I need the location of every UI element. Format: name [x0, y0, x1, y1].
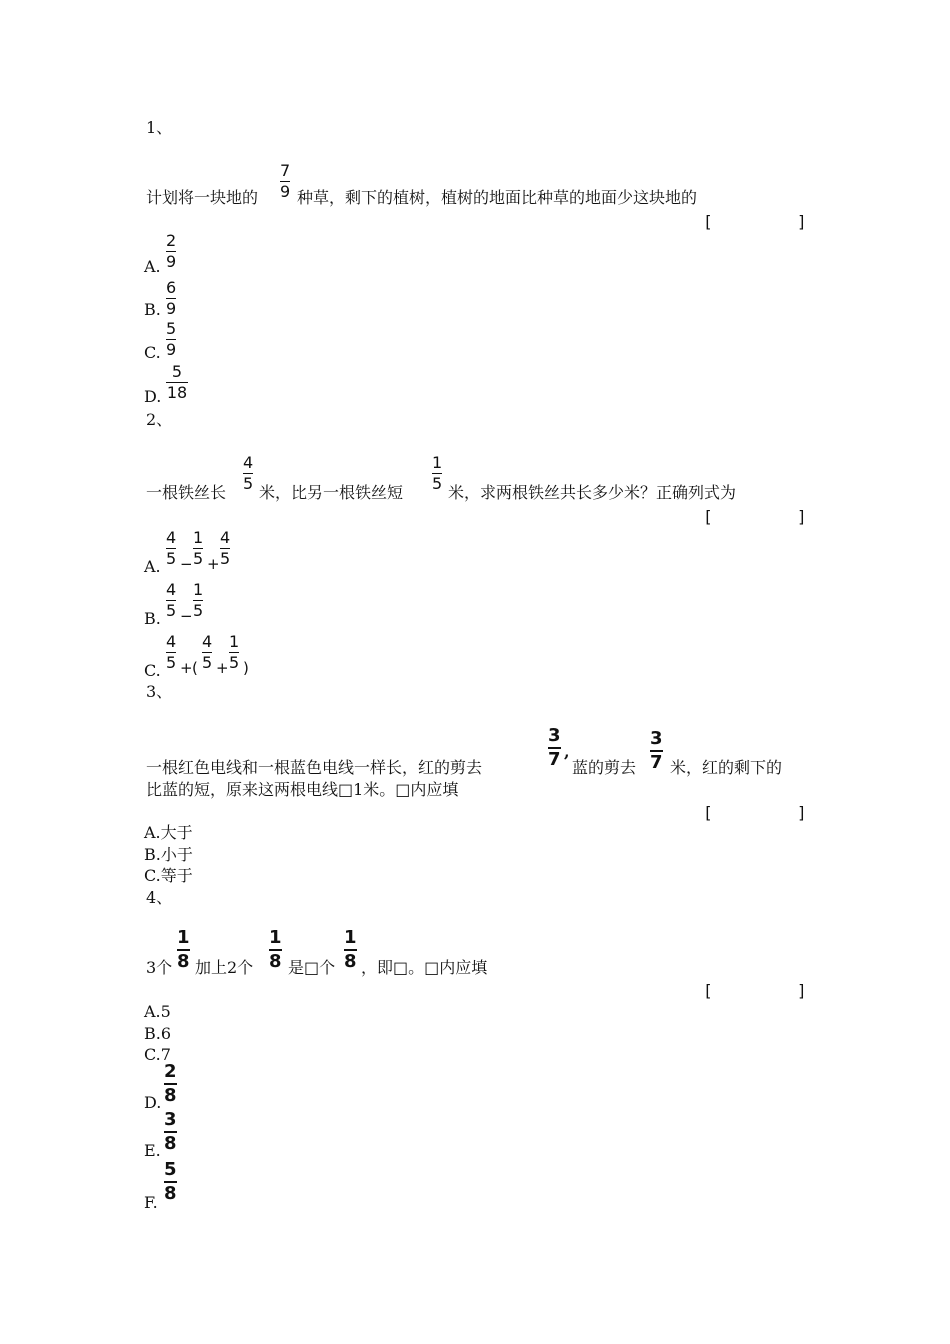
- question-stem: 一根红色电线和一根蓝色电线一样长，红的剪去: [146, 758, 483, 777]
- option-label: D.: [144, 1093, 162, 1112]
- option-fraction: 1 5: [229, 632, 240, 672]
- option-label: F.: [144, 1193, 158, 1212]
- answer-bracket-left: [: [703, 507, 713, 526]
- option-fraction: 1 5: [193, 528, 204, 568]
- fraction: 1 8: [344, 927, 357, 972]
- option-fraction: 5 9: [166, 319, 177, 359]
- option-label: C.: [144, 661, 161, 680]
- plus-sign: +: [180, 659, 193, 677]
- question-stem: 米，求两根铁丝共长多少米？正确列式为: [448, 483, 737, 502]
- question-number: 4、: [146, 888, 173, 907]
- question-stem: 蓝的剪去: [572, 758, 637, 777]
- left-parenthesis: (: [192, 659, 198, 677]
- option-fraction: 1 5: [193, 580, 204, 620]
- plus-sign: +: [207, 555, 220, 573]
- option-label: B.: [144, 609, 161, 628]
- question-number: 3、: [146, 682, 173, 701]
- question-stem: ，即□。□内应填: [361, 958, 488, 977]
- fraction: 3 7: [650, 728, 663, 773]
- option: C.7: [144, 1045, 171, 1064]
- question-stem: 比蓝的短，原来这两根电线□1米。□内应填: [146, 780, 459, 799]
- option-fraction: 5 8: [164, 1159, 177, 1204]
- question-stem: 米，红的剩下的: [670, 758, 783, 777]
- option: B.小于: [144, 845, 193, 864]
- option-fraction: 4 5: [220, 528, 231, 568]
- option-label: D.: [144, 387, 162, 406]
- answer-bracket-left: [: [703, 212, 713, 231]
- option-label: E.: [144, 1141, 161, 1160]
- comma: ,: [564, 742, 570, 761]
- option-label: B.: [144, 300, 161, 319]
- option-fraction: 2 8: [164, 1061, 177, 1106]
- minus-sign: −: [180, 607, 193, 625]
- fraction: 1 8: [177, 927, 190, 972]
- option-fraction: 5 18: [166, 362, 188, 402]
- question-stem: 一根铁丝长: [146, 483, 227, 502]
- option-fraction: 4 5: [166, 528, 177, 568]
- answer-bracket-right: ]: [797, 981, 807, 1000]
- question-stem: 米，比另一根铁丝短: [259, 483, 404, 502]
- plus-sign: +: [216, 659, 229, 677]
- option-fraction: 4 5: [166, 632, 177, 672]
- question-stem: 计划将一块地的: [146, 188, 259, 207]
- question-stem: 是□个: [288, 958, 336, 977]
- option-fraction: 4 5: [202, 632, 213, 672]
- answer-bracket-right: ]: [797, 212, 807, 231]
- fraction: 7 9: [280, 161, 291, 201]
- minus-sign: −: [180, 555, 193, 573]
- answer-bracket-right: ]: [797, 803, 807, 822]
- option: A.大于: [144, 823, 193, 842]
- option-label: A.: [144, 257, 161, 276]
- question-stem: 3个: [146, 958, 173, 977]
- answer-bracket-right: ]: [797, 507, 807, 526]
- question-number: 2、: [146, 410, 173, 429]
- fraction: 4 5: [243, 453, 254, 493]
- option-label: C.: [144, 343, 161, 362]
- option-label: A.: [144, 557, 161, 576]
- question-stem: 种草，剩下的植树，植树的地面比种草的地面少这块地的: [297, 188, 698, 207]
- question-stem: 加上2个: [195, 958, 254, 977]
- right-parenthesis: ): [243, 659, 249, 677]
- question-number: 1、: [146, 118, 173, 137]
- answer-bracket-left: [: [703, 981, 713, 1000]
- option-fraction: 2 9: [166, 231, 177, 271]
- option-fraction: 4 5: [166, 580, 177, 620]
- option-fraction: 6 9: [166, 278, 177, 318]
- fraction: 1 5: [432, 453, 443, 493]
- fraction: 3 7: [548, 725, 561, 770]
- option: B.6: [144, 1024, 172, 1043]
- option: C.等于: [144, 866, 193, 885]
- fraction: 1 8: [269, 927, 282, 972]
- answer-bracket-left: [: [703, 803, 713, 822]
- option-fraction: 3 8: [164, 1109, 177, 1154]
- option: A.5: [144, 1002, 171, 1021]
